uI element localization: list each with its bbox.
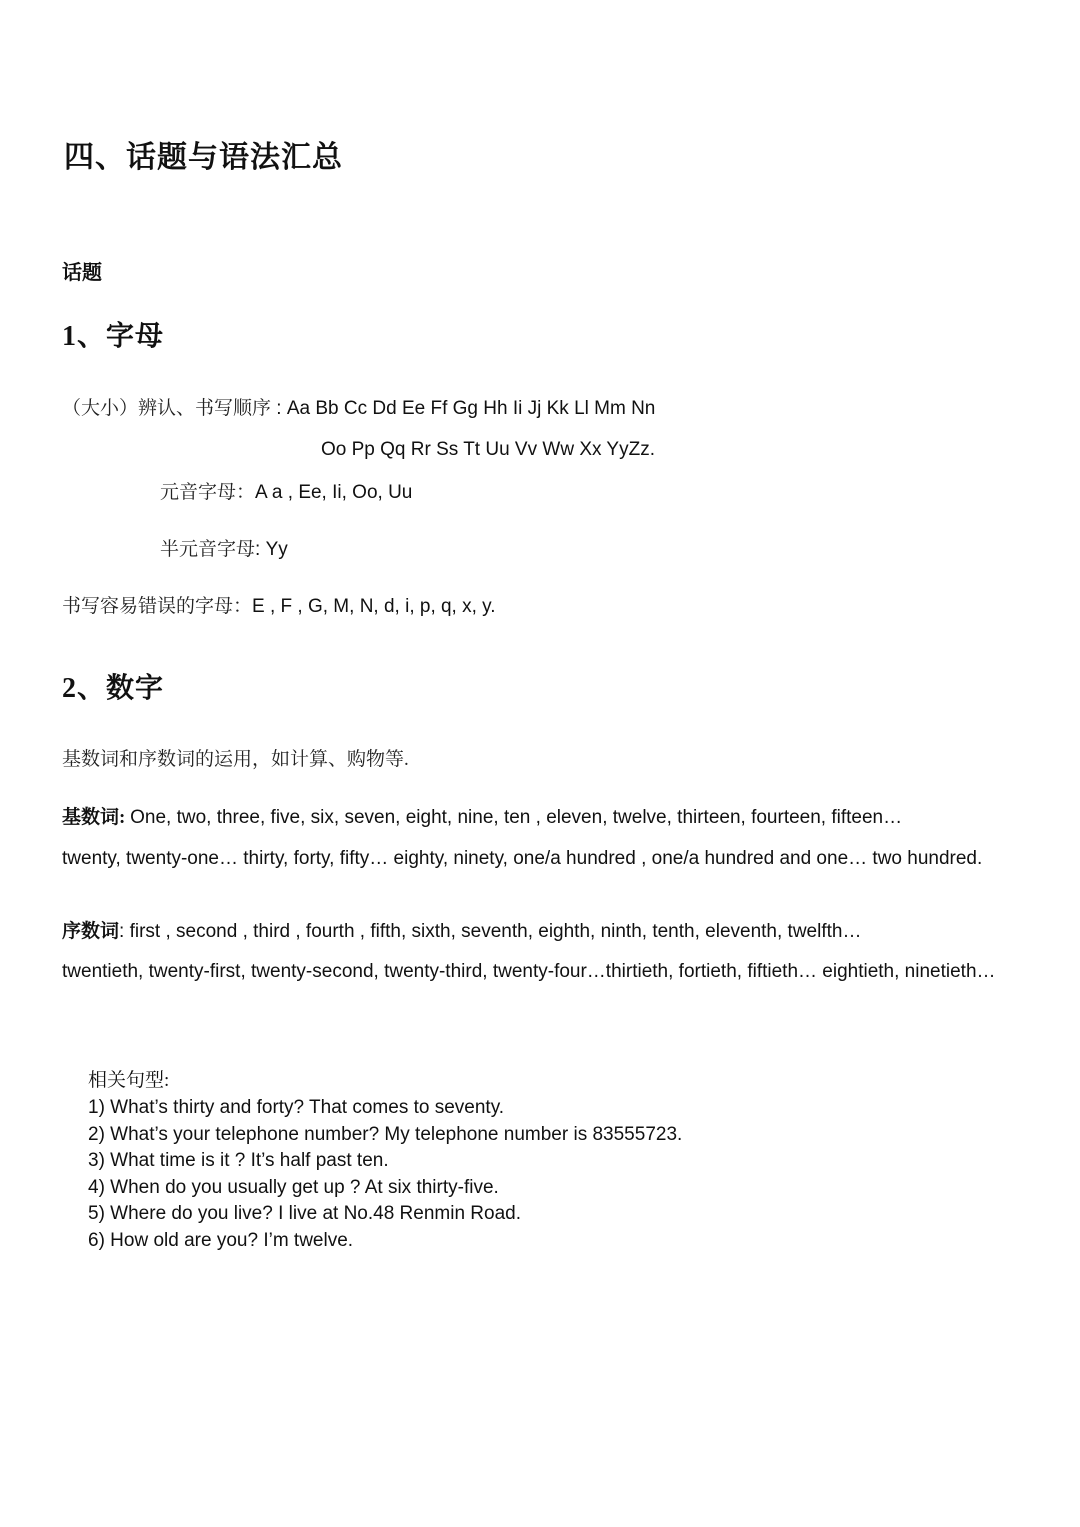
pattern-item: 1) What’s thirty and forty? That comes to seventy. (88, 1097, 505, 1118)
ordinal-separator: : (119, 921, 130, 942)
pattern-item: 3) What time is it ? It’s half past ten. (88, 1150, 389, 1172)
error-prone-label: 书写容易错误的字母： (62, 596, 253, 617)
topics-subheading: 话题 (62, 262, 102, 284)
ordinal-label: 序数词 (62, 921, 120, 942)
section-letters-heading: 1、字母 (62, 321, 165, 352)
pattern-item: 2) What’s your telephone number? My telephone number is 83555723. (88, 1123, 683, 1145)
pattern-item: 6) How old are you? I’m twelve. (88, 1229, 354, 1251)
numbers-usage-line (62, 747, 409, 773)
section-numbers-heading: 2、数字 (62, 673, 165, 704)
recognition-label: （大小）辨认、书写顺序 (62, 398, 272, 419)
ordinal-line-1-text: first , second , third , fourth , fifth, sixth, seventh, eighth, ninth, tenth, eleventh, twelfth… (129, 921, 862, 942)
error-prone-letters: E , F , G, M, N, d, i, p, q, x, y. (252, 596, 496, 617)
ordinal-line-2 (62, 958, 1002, 986)
cardinal-label: 基数词 (62, 807, 120, 828)
cardinal-line-1-text: One, two, three, five, six, seven, eight, nine, ten , eleven, twelve, thirteen, fourteen, fifteen… (130, 807, 903, 828)
semivowel-letters: : Yy (255, 539, 288, 560)
semivowel-line (160, 537, 288, 563)
cardinal-line-2-text: twenty, twenty-one… thirty, forty, fifty… eighty, ninety, one/a hundred , one/a hundred and one… two hundred. (62, 848, 983, 869)
vowel-label: 元音字母： (160, 482, 256, 503)
numbers-usage-text: 基数词和序数词的运用，如计算、购物等. (62, 749, 409, 770)
letters-line-2-text: Oo Pp Qq Rr Ss Tt Uu Vv Ww Xx YyZz. (321, 439, 655, 460)
letters-line-2 (321, 437, 655, 463)
vowel-letters: A a , Ee, Ii, Oo, Uu (255, 482, 413, 503)
recognition-separator: : (271, 398, 287, 419)
error-prone-line (62, 594, 496, 620)
sentence-patterns (88, 1068, 682, 1255)
pattern-item: 4) When do you usually get up ? At six thirty-five. (88, 1176, 499, 1198)
cardinal-line-1 (62, 804, 1002, 832)
patterns-title: 相关句型: (88, 1070, 170, 1091)
ordinal-line-1 (62, 918, 1002, 946)
semivowel-label: 半元音字母 (160, 539, 256, 560)
cardinal-line-2 (62, 845, 1002, 873)
pattern-item: 5) Where do you live? I live at No.48 Renmin Road. (88, 1203, 521, 1225)
page-title: 四、话题与语法汇总 (64, 141, 343, 174)
cardinal-separator: : (119, 807, 131, 828)
letters-order-line (62, 396, 655, 422)
vowel-line (160, 480, 412, 506)
ordinal-line-2-text: twentieth, twenty-first, twenty-second, twenty-third, twenty-four…thirtieth, fortieth, fiftieth… eightieth, ninetieth… (62, 961, 996, 982)
letters-line-1: Aa Bb Cc Dd Ee Ff Gg Hh Ii Jj Kk Ll Mm Nn (286, 398, 656, 419)
